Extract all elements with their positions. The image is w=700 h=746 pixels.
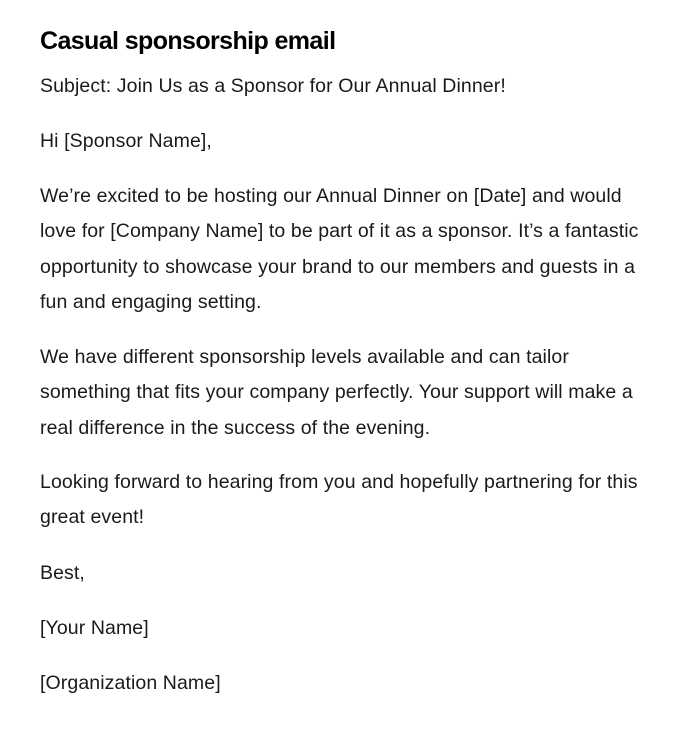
sender-name: [Your Name] xyxy=(40,617,149,639)
email-subject: Subject: Join Us as a Sponsor for Our Annual Dinner! xyxy=(40,75,506,97)
email-paragraph-levels: We have different sponsorship levels available and can tailor something that fits your company perfectly. Your support will make a real difference in the success of the evening. xyxy=(40,346,633,439)
document-title: Casual sponsorship email xyxy=(40,27,336,55)
email-greeting: Hi [Sponsor Name], xyxy=(40,130,212,152)
email-paragraph-intro: We’re excited to be hosting our Annual Dinner on [Date] and would love for [Company Name] to be part of it as a sponsor. It’s a fantastic opportunity to showcase your brand to our members and guests in a fun and engaging setting. xyxy=(40,185,639,313)
organization-name: [Organization Name] xyxy=(40,672,221,694)
email-paragraph-closing: Looking forward to hearing from you and hopefully partnering for this great event! xyxy=(40,471,638,529)
email-signoff: Best, xyxy=(40,562,85,584)
